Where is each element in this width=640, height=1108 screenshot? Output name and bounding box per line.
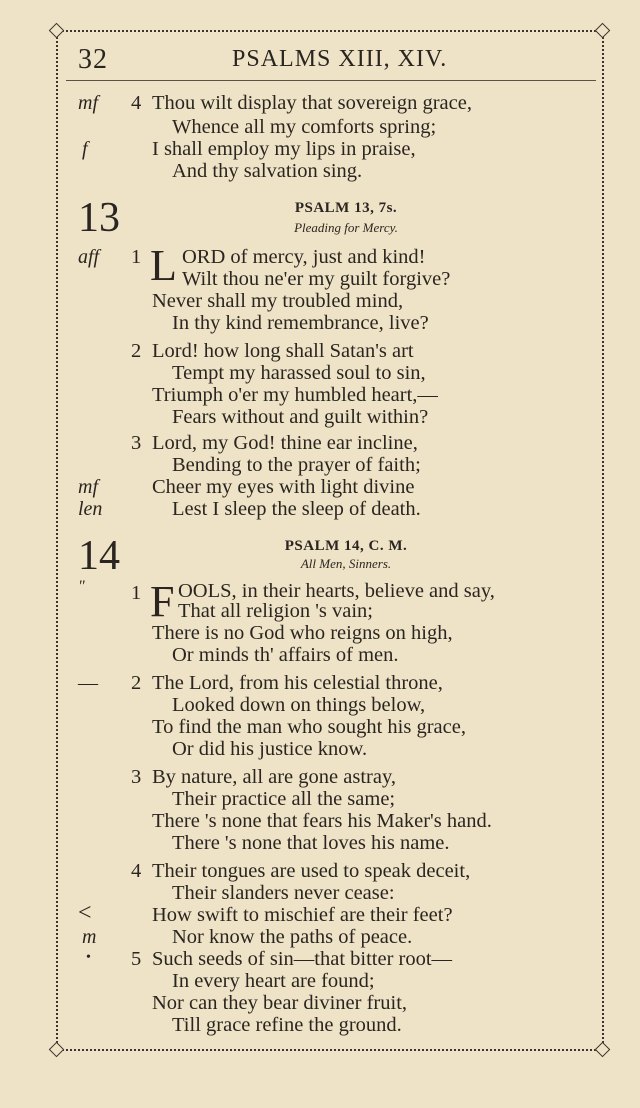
dynamic-mark-f: f: [82, 138, 88, 160]
verse-line: Such seeds of sin—that bitter root—: [152, 948, 453, 970]
dynamic-mark-len: len: [78, 498, 103, 520]
dynamic-mark-crescendo: <: [78, 900, 92, 926]
verse-line: Lord, my God! thine ear incline,: [152, 432, 418, 454]
verse-number: 5: [131, 948, 142, 970]
psalm-number-14: 14: [78, 533, 120, 579]
border-left: [56, 30, 58, 1050]
corner-ornament-tl: [49, 23, 65, 39]
corner-ornament-tr: [595, 23, 611, 39]
psalm-subtitle: Pleading for Mercy.: [294, 220, 398, 235]
dynamic-mark-m: m: [82, 926, 97, 948]
dynamic-mark-mf: mf: [78, 92, 98, 114]
verse-line: There is no God who reigns on high,: [152, 622, 453, 644]
verse-line: In every heart are found;: [172, 970, 375, 992]
running-head: PSALMS XIII, XIV.: [232, 46, 448, 72]
dynamic-mark-dash: —: [78, 672, 98, 694]
psalm-number-13: 13: [78, 195, 120, 241]
verse-line: Thou wilt display that sovereign grace,: [152, 92, 472, 114]
verse-line: I shall employ my lips in praise,: [152, 138, 416, 160]
verse-line: Lest I sleep the sleep of death.: [172, 498, 421, 520]
verse-line: Whence all my comforts spring;: [172, 116, 437, 138]
verse-number: 1: [131, 246, 142, 268]
verse-number: 4: [131, 92, 142, 114]
verse-line: By nature, all are gone astray,: [152, 766, 396, 788]
verse-line: Their slanders never cease:: [172, 882, 395, 904]
verse-number: 4: [131, 860, 142, 882]
dynamic-mark-dot: •: [86, 950, 91, 965]
verse-line: Lord! how long shall Satan's art: [152, 340, 414, 362]
verse-line: Looked down on things below,: [172, 694, 426, 716]
border-top: [58, 30, 604, 32]
verse-line: Cheer my eyes with light divine: [152, 476, 415, 498]
verse-line: And thy salvation sing.: [172, 160, 363, 182]
verse-line: Or did his justice know.: [172, 738, 368, 760]
verse-line: Tempt my harassed soul to sin,: [172, 362, 426, 384]
verse-line: To find the man who sought his grace,: [152, 716, 466, 738]
verse-number: 1: [131, 582, 142, 604]
verse-line: Fears without and guilt within?: [172, 406, 429, 428]
verse-line: ORD of mercy, just and kind!: [182, 246, 426, 268]
header-divider: [66, 80, 596, 81]
verse-line: There 's none that loves his name.: [172, 832, 450, 854]
verse-line: Nor can they bear diviner fruit,: [152, 992, 408, 1014]
verse-line: Triumph o'er my humbled heart,—: [152, 384, 438, 406]
dynamic-mark-aff: aff: [78, 246, 100, 268]
verse-line: Bending to the prayer of faith;: [172, 454, 421, 476]
verse-number: 2: [131, 672, 142, 694]
corner-ornament-br: [595, 1042, 611, 1058]
verse-line: Their tongues are used to speak deceit,: [152, 860, 471, 882]
drop-cap-L: L: [150, 241, 177, 290]
verse-line: Wilt thou ne'er my guilt forgive?: [182, 268, 451, 290]
verse-line: Nor know the paths of peace.: [172, 926, 413, 948]
verse-line: OOLS, in their hearts, believe and say,: [178, 580, 495, 602]
psalm-subtitle: All Men, Sinners.: [300, 556, 392, 571]
verse-number: 3: [131, 766, 142, 788]
verse-line: That all religion 's vain;: [178, 600, 373, 622]
verse-line: Their practice all the same;: [172, 788, 396, 810]
corner-ornament-bl: [49, 1042, 65, 1058]
border-right: [602, 30, 604, 1050]
verse-line: In thy kind remembrance, live?: [172, 312, 429, 334]
psalm-title: PSALM 14, C. M.: [284, 538, 408, 554]
border-bottom: [58, 1049, 604, 1051]
verse-number: 2: [131, 340, 142, 362]
verse-line: The Lord, from his celestial throne,: [152, 672, 443, 694]
verse-line: Never shall my troubled mind,: [152, 290, 404, 312]
psalm-title: PSALM 13, 7s.: [294, 200, 398, 216]
dynamic-mark-ditto: ": [78, 578, 85, 595]
drop-cap-F: F: [150, 577, 175, 626]
verse-line: Or minds th' affairs of men.: [172, 644, 399, 666]
verse-line: There 's none that fears his Maker's hand.: [152, 810, 492, 832]
verse-line: How swift to mischief are their feet?: [152, 904, 453, 926]
dynamic-mark-mf: mf: [78, 476, 98, 498]
verse-line: Till grace refine the ground.: [172, 1014, 402, 1036]
page-number: 32: [78, 44, 108, 75]
verse-number: 3: [131, 432, 142, 454]
